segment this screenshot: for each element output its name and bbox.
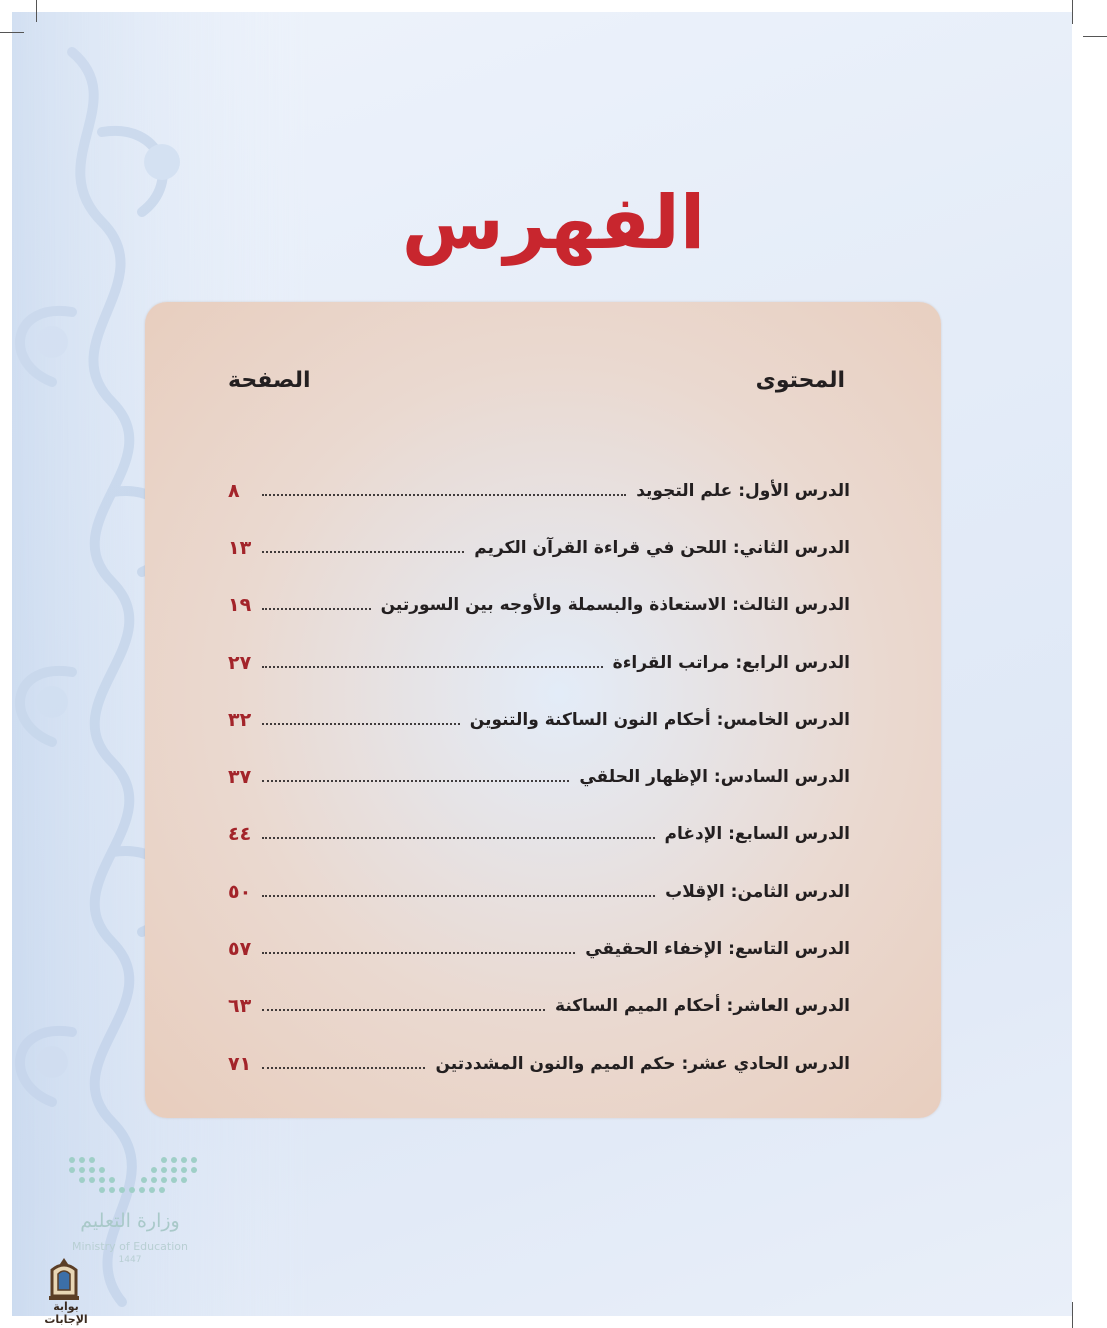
leader-dots bbox=[262, 721, 460, 725]
lesson-title: الدرس الثالث: الاستعاذة والبسملة والأوجه بين السورتين bbox=[380, 595, 850, 616]
page-number: ٤٤ bbox=[228, 823, 252, 846]
toc-row-2[interactable] bbox=[228, 519, 850, 576]
toc-row-8[interactable] bbox=[228, 863, 850, 920]
toc-row-3[interactable] bbox=[228, 577, 850, 634]
leader-dots bbox=[262, 1065, 425, 1069]
leader-dots bbox=[262, 835, 655, 839]
page-number: ٦٣ bbox=[228, 995, 252, 1018]
leader-dots bbox=[262, 1007, 545, 1011]
lesson-title: الدرس التاسع: الإخفاء الحقيقي bbox=[585, 939, 850, 960]
lesson-title: الدرس الحادي عشر: حكم الميم والنون المشددتين bbox=[435, 1053, 850, 1074]
ministry-name-arabic: وزارة التعليم bbox=[80, 1210, 180, 1232]
lesson-title: الدرس العاشر: أحكام الميم الساكنة bbox=[555, 996, 850, 1017]
lesson-title: الدرس السادس: الإظهار الحلقي bbox=[579, 767, 850, 788]
page-number: ٣٧ bbox=[228, 766, 252, 789]
leader-dots bbox=[262, 778, 569, 782]
lesson-title: الدرس الثاني: اللحن في قراءة القرآن الكريم bbox=[474, 537, 850, 558]
lesson-title: الدرس الخامس: أحكام النون الساكنة والتنوين bbox=[469, 709, 850, 730]
leader-dots bbox=[262, 950, 575, 954]
leader-dots bbox=[262, 549, 464, 553]
toc-row-7[interactable] bbox=[228, 806, 850, 863]
toc-row-5[interactable] bbox=[228, 691, 850, 748]
ministry-year: 1447 bbox=[118, 1255, 142, 1265]
leader-dots bbox=[262, 893, 655, 897]
toc-row-6[interactable] bbox=[228, 748, 850, 805]
watermark-text: بوابة الإجابات bbox=[44, 1300, 88, 1326]
crop-mark-bottom-right-v bbox=[1072, 1302, 1073, 1328]
lesson-title: الدرس السابع: الإدغام bbox=[664, 824, 850, 845]
toc-row-9[interactable] bbox=[228, 920, 850, 977]
leader-dots bbox=[262, 664, 603, 668]
page-title: الفهرس bbox=[401, 180, 706, 266]
page-number: ٣٢ bbox=[228, 708, 252, 731]
toc-row-4[interactable] bbox=[228, 634, 850, 691]
page-number: ١٣ bbox=[228, 536, 252, 559]
leader-dots bbox=[262, 606, 371, 610]
page-column-header: الصفحة bbox=[228, 368, 311, 393]
toc-row-10[interactable] bbox=[228, 978, 850, 1035]
crop-mark-top-right bbox=[1083, 36, 1107, 37]
lesson-title: الدرس الرابع: مراتب القراءة bbox=[612, 652, 850, 673]
ministry-name-english: Ministry of Education bbox=[71, 1240, 188, 1253]
page-number: ٥٠ bbox=[228, 880, 252, 903]
toc-row-11[interactable] bbox=[228, 1035, 850, 1092]
lantern-icon bbox=[44, 1256, 84, 1302]
page-number: ٨ bbox=[228, 479, 240, 502]
page-number: ١٩ bbox=[228, 594, 252, 617]
page-number: ٢٧ bbox=[228, 651, 252, 674]
ministry-dots-icon bbox=[64, 1154, 200, 1198]
lesson-title: الدرس الأول: علم التجويد bbox=[636, 480, 850, 501]
toc-list bbox=[228, 462, 850, 1092]
leader-dots bbox=[262, 492, 626, 496]
content-column-header: المحتوى bbox=[755, 368, 845, 393]
crop-mark-top-left-v bbox=[36, 0, 37, 22]
toc-row-1[interactable] bbox=[228, 462, 850, 519]
crop-mark-top-left bbox=[0, 32, 24, 33]
page-number: ٧١ bbox=[228, 1052, 252, 1075]
crop-mark-top-right-v bbox=[1072, 0, 1073, 24]
page-number: ٥٧ bbox=[228, 938, 252, 961]
ministry-logo bbox=[60, 1152, 210, 1272]
watermark-badge bbox=[32, 1256, 112, 1326]
lesson-title: الدرس الثامن: الإقلاب bbox=[665, 881, 850, 902]
